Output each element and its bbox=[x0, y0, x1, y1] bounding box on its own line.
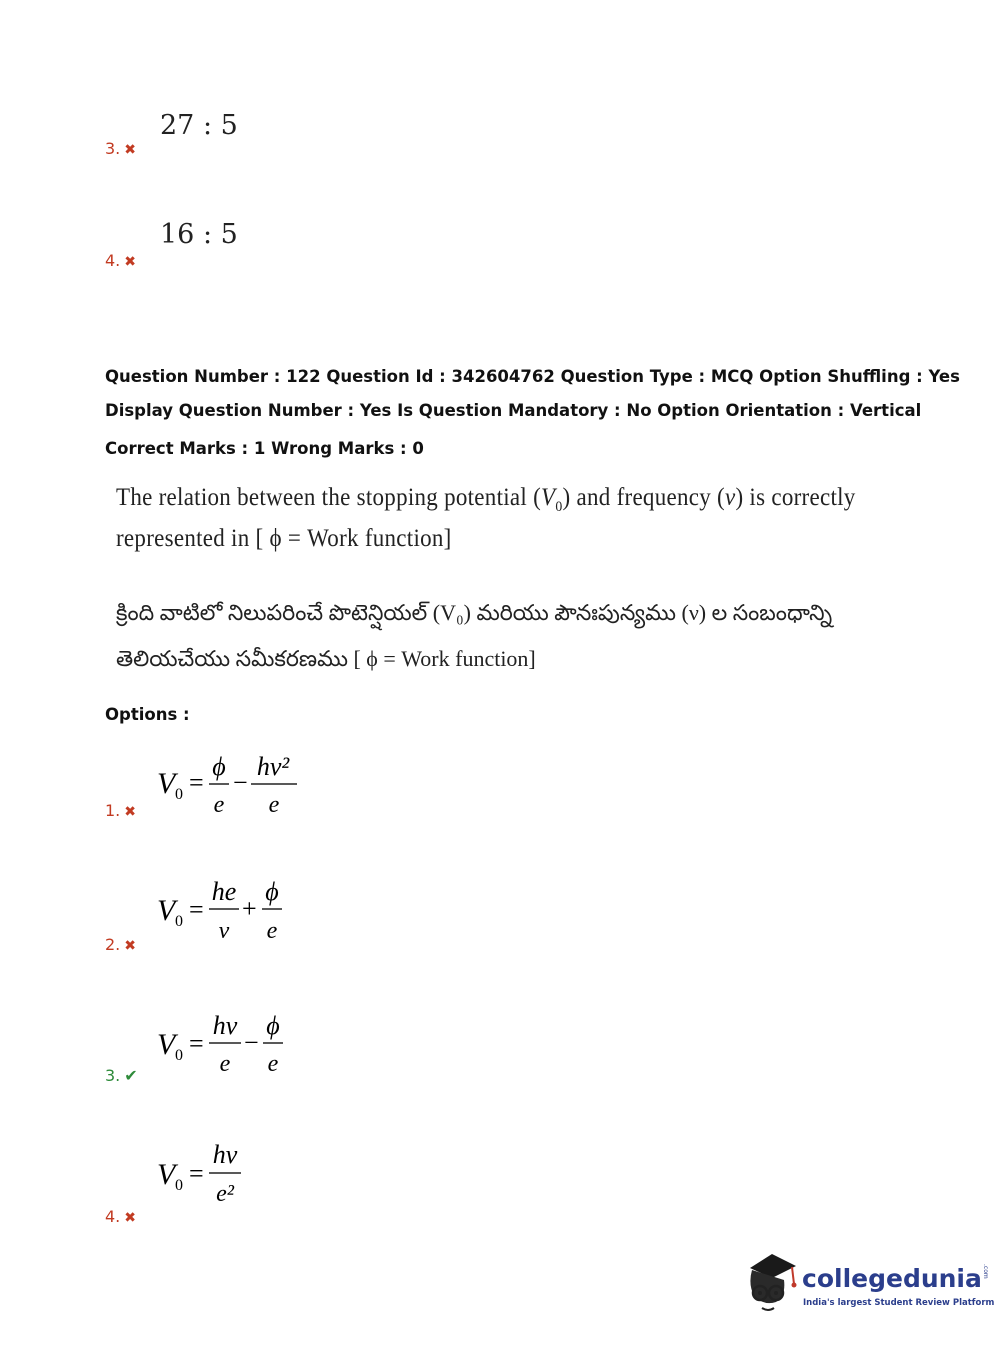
option-4-number: 4. bbox=[105, 1207, 121, 1226]
formula-f2-den: e bbox=[266, 918, 278, 944]
check-icon: ✔ bbox=[124, 1066, 138, 1085]
wrong-icon: ✖ bbox=[124, 938, 136, 954]
svg-text:=: = bbox=[189, 768, 204, 797]
mascot-icon bbox=[742, 1248, 800, 1316]
prev-option-4-text: 16 : 5 bbox=[160, 219, 238, 250]
formula-f1-num: he bbox=[211, 877, 237, 906]
collegedunia-logo[interactable] bbox=[742, 1248, 995, 1320]
formula-op: + bbox=[242, 894, 257, 923]
wrong-icon: ✖ bbox=[124, 142, 136, 158]
prev-option-4-number: 4. bbox=[105, 251, 121, 270]
option-3-number: 3. bbox=[105, 1066, 121, 1085]
formula-f1-den: e² bbox=[216, 1181, 234, 1207]
formula-f2-num: hν² bbox=[256, 752, 290, 781]
option-2-formula bbox=[155, 872, 315, 957]
formula-f1-num: hν bbox=[212, 1140, 238, 1169]
option-2-number: 2. bbox=[105, 935, 121, 954]
formula-lhs: V bbox=[157, 767, 176, 800]
formula-f1-den: ν bbox=[218, 918, 230, 944]
question-text-te-line-1: క్రింది వాటిలో నిలుపరించే పొటెన్షియల్ (V₀) మరియు పౌనఃపున్యము (ν) ల సంబంధాన్ని bbox=[116, 600, 833, 625]
option-2-label bbox=[105, 935, 136, 954]
var-nu: ν bbox=[724, 484, 736, 511]
option-4-label bbox=[105, 1207, 136, 1226]
prev-option-4-label bbox=[105, 251, 136, 270]
svg-text:=: = bbox=[189, 1159, 204, 1188]
svg-text:=: = bbox=[189, 895, 204, 924]
formula-lhs: V bbox=[157, 1028, 176, 1061]
question-text-part: The relation between the stopping potential ( bbox=[116, 484, 542, 511]
logo-suffix: .com bbox=[981, 1264, 989, 1279]
formula-lhs: V bbox=[157, 894, 176, 927]
question-text-te-line-2: తెలియచేయు సమీకరణము [ ϕ = Work function] bbox=[116, 646, 536, 671]
option-1-number: 1. bbox=[105, 801, 121, 820]
formula-f2-num: ϕ bbox=[266, 1011, 280, 1040]
question-text-en-line-1 bbox=[116, 484, 856, 516]
question-meta-line-3: Correct Marks : 1 Wrong Marks : 0 bbox=[105, 439, 424, 458]
question-text-part: ) is correctly bbox=[735, 484, 856, 511]
prev-option-3-text: 27 : 5 bbox=[160, 110, 238, 141]
logo-name: collegedunia bbox=[802, 1264, 982, 1293]
logo-tagline: India's largest Student Review Platform bbox=[803, 1298, 995, 1308]
var-v: V bbox=[541, 484, 556, 511]
logo-wordmark bbox=[802, 1264, 989, 1293]
option-3-label bbox=[105, 1066, 138, 1085]
option-1-label bbox=[105, 801, 136, 820]
svg-text:=: = bbox=[189, 1029, 204, 1058]
formula-f1-den: e bbox=[219, 1051, 231, 1077]
options-heading: Options : bbox=[105, 705, 190, 724]
question-meta-line-1: Question Number : 122 Question Id : 342604762 Question Type : MCQ Option Shuffling : Yes bbox=[105, 367, 960, 386]
formula-op: − bbox=[233, 768, 248, 797]
formula-f1-num: ϕ bbox=[212, 752, 226, 781]
prev-option-3-number: 3. bbox=[105, 139, 121, 158]
formula-f2-den: e bbox=[268, 792, 280, 818]
var-v-subscript: 0 bbox=[555, 499, 563, 515]
formula-f2-num: ϕ bbox=[265, 877, 279, 906]
formula-f2-den: e bbox=[267, 1051, 279, 1077]
formula-f1-num: hν bbox=[212, 1011, 238, 1040]
formula-subscript: 0 bbox=[175, 1047, 183, 1064]
option-1-formula bbox=[155, 745, 315, 830]
formula-op: − bbox=[244, 1028, 259, 1057]
prev-option-3-label bbox=[105, 139, 136, 158]
question-text-part: ) and frequency ( bbox=[562, 484, 725, 511]
formula-subscript: 0 bbox=[175, 913, 183, 930]
option-4-formula bbox=[155, 1136, 315, 1221]
wrong-icon: ✖ bbox=[124, 1210, 136, 1226]
question-text-en-line-2: represented in [ ϕ = Work function] bbox=[116, 525, 452, 552]
wrong-icon: ✖ bbox=[124, 804, 136, 820]
formula-lhs: V bbox=[157, 1158, 176, 1191]
formula-subscript: 0 bbox=[175, 786, 183, 803]
option-3-formula bbox=[155, 1006, 315, 1091]
question-meta-line-2: Display Question Number : Yes Is Question Mandatory : No Option Orientation : Vertical bbox=[105, 401, 922, 420]
wrong-icon: ✖ bbox=[124, 254, 136, 270]
formula-subscript: 0 bbox=[175, 1177, 183, 1194]
formula-f1-den: e bbox=[213, 792, 225, 818]
